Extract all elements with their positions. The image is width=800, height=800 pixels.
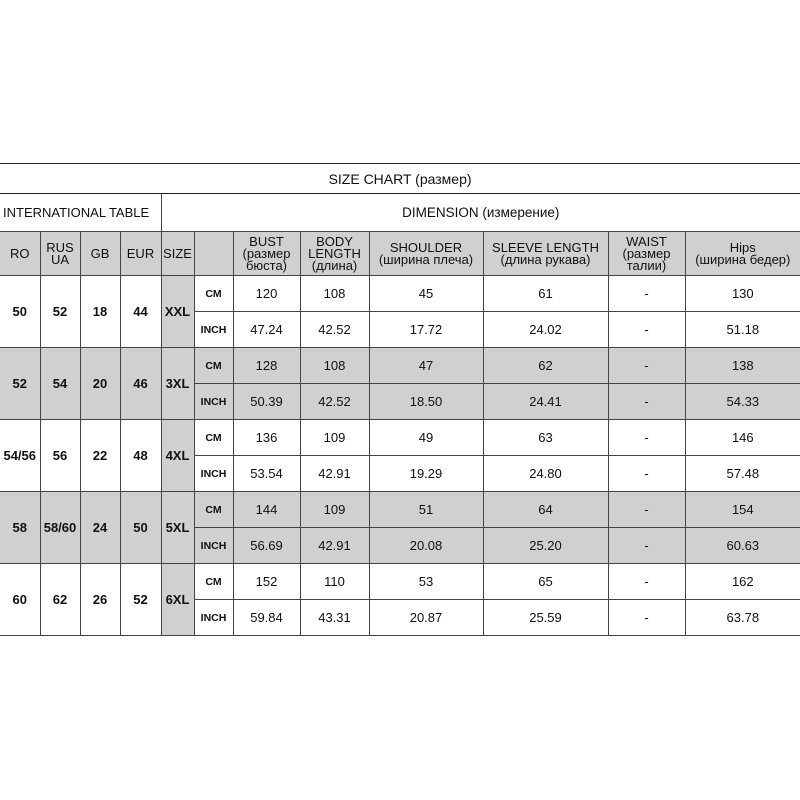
cell-body: 110 — [300, 564, 369, 600]
cell-waist: - — [608, 492, 685, 528]
cell-rus-ua: 54 — [40, 348, 80, 420]
cell-unit: CM — [194, 276, 233, 312]
cell-body: 43.31 — [300, 600, 369, 636]
cell-waist: - — [608, 528, 685, 564]
cell-unit: CM — [194, 348, 233, 384]
cell-hips: 154 — [685, 492, 800, 528]
cell-rus-ua: 62 — [40, 564, 80, 636]
cell-gb: 26 — [80, 564, 120, 636]
cell-ro: 60 — [0, 564, 40, 636]
cell-sleeve: 25.20 — [483, 528, 608, 564]
cell-size: 5XL — [161, 492, 194, 564]
table-row — [0, 348, 800, 384]
col-header-sleeve-length: SLEEVE LENGTH (длина рукава) — [483, 232, 608, 276]
cell-hips: 54.33 — [685, 384, 800, 420]
cell-body: 42.52 — [300, 312, 369, 348]
cell-eur: 44 — [120, 276, 161, 348]
col-header-unit — [194, 232, 233, 276]
col-header-size: SIZE — [161, 232, 194, 276]
col-header-ro: RO — [0, 232, 40, 276]
cell-gb: 20 — [80, 348, 120, 420]
cell-waist: - — [608, 276, 685, 312]
cell-bust: 136 — [233, 420, 300, 456]
cell-size: 6XL — [161, 564, 194, 636]
cell-shoulder: 17.72 — [369, 312, 483, 348]
cell-eur: 52 — [120, 564, 161, 636]
cell-sleeve: 62 — [483, 348, 608, 384]
cell-unit: INCH — [194, 384, 233, 420]
cell-bust: 53.54 — [233, 456, 300, 492]
table-row — [0, 276, 800, 312]
table-row — [0, 492, 800, 528]
cell-body: 108 — [300, 276, 369, 312]
cell-sleeve: 61 — [483, 276, 608, 312]
cell-sleeve: 65 — [483, 564, 608, 600]
cell-shoulder: 20.87 — [369, 600, 483, 636]
table-row — [0, 564, 800, 600]
cell-waist: - — [608, 420, 685, 456]
cell-ro: 52 — [0, 348, 40, 420]
cell-size: 4XL — [161, 420, 194, 492]
cell-rus-ua: 56 — [40, 420, 80, 492]
cell-gb: 24 — [80, 492, 120, 564]
cell-bust: 50.39 — [233, 384, 300, 420]
cell-waist: - — [608, 348, 685, 384]
dimension-heading: DIMENSION (измерение) — [161, 194, 800, 232]
col-header-waist: WAIST (размер талии) — [608, 232, 685, 276]
cell-bust: 59.84 — [233, 600, 300, 636]
cell-bust: 152 — [233, 564, 300, 600]
cell-waist: - — [608, 384, 685, 420]
cell-ro: 58 — [0, 492, 40, 564]
cell-shoulder: 49 — [369, 420, 483, 456]
cell-sleeve: 25.59 — [483, 600, 608, 636]
cell-eur: 48 — [120, 420, 161, 492]
col-header-body-length: BODY LENGTH (длина) — [300, 232, 369, 276]
cell-hips: 60.63 — [685, 528, 800, 564]
cell-shoulder: 45 — [369, 276, 483, 312]
cell-hips: 138 — [685, 348, 800, 384]
cell-waist: - — [608, 600, 685, 636]
cell-gb: 22 — [80, 420, 120, 492]
cell-hips: 57.48 — [685, 456, 800, 492]
cell-shoulder: 20.08 — [369, 528, 483, 564]
cell-rus-ua: 52 — [40, 276, 80, 348]
cell-hips: 162 — [685, 564, 800, 600]
cell-unit: CM — [194, 492, 233, 528]
cell-sleeve: 64 — [483, 492, 608, 528]
col-header-hips: Hips (ширина бедер) — [685, 232, 800, 276]
cell-unit: INCH — [194, 312, 233, 348]
cell-hips: 146 — [685, 420, 800, 456]
col-header-shoulder: SHOULDER (ширина плеча) — [369, 232, 483, 276]
cell-body: 109 — [300, 492, 369, 528]
cell-waist: - — [608, 312, 685, 348]
cell-shoulder: 51 — [369, 492, 483, 528]
cell-eur: 50 — [120, 492, 161, 564]
col-header-gb: GB — [80, 232, 120, 276]
cell-sleeve: 63 — [483, 420, 608, 456]
cell-waist: - — [608, 564, 685, 600]
cell-body: 42.52 — [300, 384, 369, 420]
cell-shoulder: 18.50 — [369, 384, 483, 420]
cell-bust: 56.69 — [233, 528, 300, 564]
cell-waist: - — [608, 456, 685, 492]
cell-sleeve: 24.02 — [483, 312, 608, 348]
cell-size: 3XL — [161, 348, 194, 420]
cell-hips: 63.78 — [685, 600, 800, 636]
cell-unit: INCH — [194, 528, 233, 564]
cell-bust: 144 — [233, 492, 300, 528]
cell-hips: 130 — [685, 276, 800, 312]
cell-eur: 46 — [120, 348, 161, 420]
cell-gb: 18 — [80, 276, 120, 348]
cell-body: 42.91 — [300, 528, 369, 564]
cell-body: 108 — [300, 348, 369, 384]
cell-bust: 47.24 — [233, 312, 300, 348]
cell-bust: 128 — [233, 348, 300, 384]
cell-shoulder: 47 — [369, 348, 483, 384]
cell-shoulder: 53 — [369, 564, 483, 600]
cell-body: 109 — [300, 420, 369, 456]
cell-sleeve: 24.80 — [483, 456, 608, 492]
cell-unit: CM — [194, 564, 233, 600]
cell-size: XXL — [161, 276, 194, 348]
chart-title: SIZE CHART (размер) — [0, 164, 800, 194]
cell-sleeve: 24.41 — [483, 384, 608, 420]
size-chart-table — [0, 163, 800, 636]
col-header-bust: BUST (размер бюста) — [233, 232, 300, 276]
international-table-heading: INTERNATIONAL TABLE — [0, 194, 161, 232]
cell-ro: 54/56 — [0, 420, 40, 492]
col-header-rus-ua: RUS UA — [40, 232, 80, 276]
cell-body: 42.91 — [300, 456, 369, 492]
cell-shoulder: 19.29 — [369, 456, 483, 492]
cell-bust: 120 — [233, 276, 300, 312]
cell-unit: INCH — [194, 456, 233, 492]
col-header-eur: EUR — [120, 232, 161, 276]
cell-ro: 50 — [0, 276, 40, 348]
size-chart — [0, 163, 800, 636]
cell-unit: INCH — [194, 600, 233, 636]
cell-rus-ua: 58/60 — [40, 492, 80, 564]
table-row — [0, 420, 800, 456]
cell-unit: CM — [194, 420, 233, 456]
cell-hips: 51.18 — [685, 312, 800, 348]
